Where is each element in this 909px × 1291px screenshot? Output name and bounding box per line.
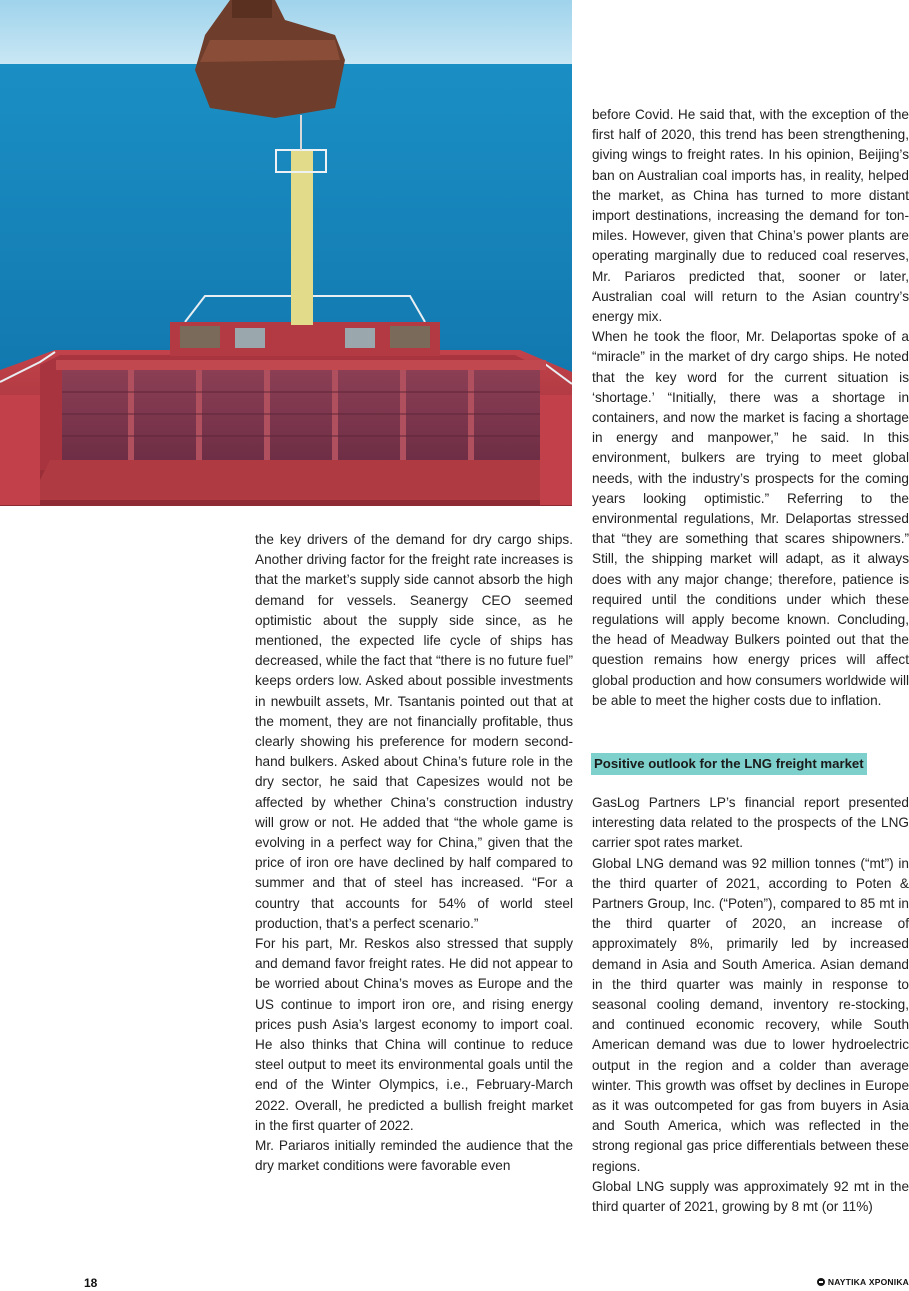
- publication-logo-icon: [817, 1278, 825, 1286]
- article-column-right-top: [592, 105, 909, 711]
- paragraph: Mr. Pariaros initially reminded the audience that the dry market conditions were favorable even: [255, 1138, 573, 1174]
- page-number: 18: [84, 1276, 98, 1290]
- paragraph: the key drivers of the demand for dry cargo ships. Another driving factor for the freight rate increases is that the market’s supply side cannot absorb the high demand for vessels. Seanergy CEO seemed optimistic about the supply side since, as he mentioned, the expected life cycle of ships has decreased, while the fact that “there is no future fuel” keeps orders low. Asked about possible investments in newbuilt assets, Mr. Tsantanis pointed out that at the moment, they are not financially profitable, thus clearly showing his preference for modern second-hand bulkers. Asked about China’s future role in the dry sector, he said that Capesizes would not be affected by whether China’s construction industry will grow or not. He added that “the whole game is evolving in a perfect way for China,” given that the price of iron ore have declined by half compared to summer and that of steel has increased. “For a country that accounts for 54% of world steel production, that’s a perfect scenario.”: [255, 532, 573, 931]
- paragraph: GasLog Partners LP’s financial report presented interesting data related to the prospects of the LNG carrier spot rates market.: [592, 795, 909, 851]
- article-column-right-bottom: [592, 793, 909, 1217]
- bulk-carrier-photo: [0, 0, 572, 506]
- bulk-carrier-illustration: [0, 0, 572, 506]
- paragraph: Global LNG supply was approximately 92 mt in the third quarter of 2021, growing by 8 mt (or 11%): [592, 1178, 909, 1215]
- section-heading: Positive outlook for the LNG freight market: [591, 753, 867, 775]
- publication-footer: [817, 1277, 909, 1287]
- paragraph: Global LNG demand was 92 million tonnes (“mt”) in the third quarter of 2021, according to Poten & Partners Group, Inc. (“Poten”), compared to 85 mt in the third quarter of 2020, an increase of approximately 8%, primarily led by increased demand in Asia and South America. Asian demand in the third quarter was mainly in response to seasonal cooling demand, inventory re-stocking, and continued economic recovery, while South American demand was due to lower hydroelectric output in the region and a colder than average winter. This growth was offset by declines in Europe as it was outcompeted for gas from buyers in Asia and South America, which was reflected in the strong regional gas price differentials between these regions.: [592, 855, 909, 1174]
- article-column-left: [255, 530, 573, 1177]
- publication-name: ΝΑΥΤΙΚΑ ΧΡΟΝΙΚΑ: [827, 1277, 909, 1287]
- paragraph: before Covid. He said that, with the exception of the first half of 2020, this trend has been strengthening, giving wings to freight rates. In his opinion, Beijing’s ban on Australian coal imports has, in reality, helped the market, as China has turned to more distant import destinations, increasing the demand for ton-miles. However, given that China’s power plants are operating marginally due to reduced coal reserves, Mr. Pariaros predicted that, sooner or later, Australian coal will return to the Asian country’s energy mix.: [592, 107, 909, 325]
- paragraph: When he took the floor, Mr. Delaportas spoke of a “miracle” in the market of dry cargo ships. He noted that the key word for the current situation is ‘shortage.’ “Initially, there was a shortage in containers, and now the market is facing a shortage in energy and manpower,” he said. In this environment, bulkers are trying to meet global needs, with the industry’s prospects for the coming years looking optimistic.” Referring to the environmental regulations, Mr. Delaportas stressed that “they are something that scares shipowners.” Still, the shipping market will adapt, as it always does with any major change; therefore, patience is required until the conditions under which these regulations will apply become known. Concluding, the head of Meadway Bulkers pointed out that the question remains how energy prices will affect global production and how consumers worldwide will be able to meet the higher costs due to inflation.: [592, 329, 909, 708]
- paragraph: For his part, Mr. Reskos also stressed that supply and demand favor freight rates. He did not appear to be worried about China’s moves as Europe and the US continue to import iron ore, and rising energy prices push Asia’s largest economy to import coal. He also thinks that China will continue to reduce steel output to meet its environmental goals until the end of the Winter Olympics, i.e., February-March 2022. Overall, he predicted a bullish freight market in the first quarter of 2022.: [255, 936, 573, 1133]
